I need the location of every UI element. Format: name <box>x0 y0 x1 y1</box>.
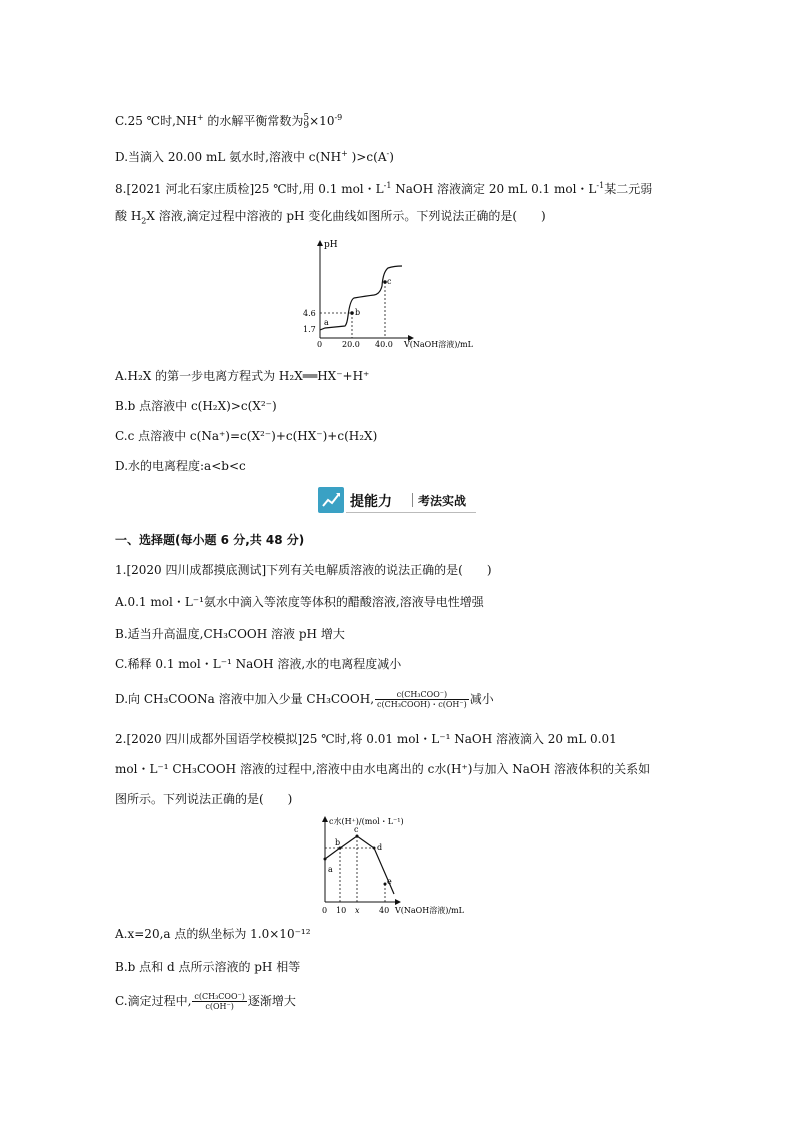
q8-point-label-a: a <box>324 318 329 327</box>
p2-point-label-b: b <box>335 838 341 847</box>
q8-curve <box>320 266 402 330</box>
q7-optd-sup2: - <box>386 149 390 158</box>
p2-tick-x-x: x <box>355 906 360 915</box>
p1-option-c: C.稀释 0.1 mol・L⁻¹ NaOH 溶液,水的电离程度减小 <box>115 657 402 671</box>
banner-sub-title: 考法实战 <box>418 494 467 508</box>
q7-optc-text3: ×10 <box>309 114 335 128</box>
q7-option-d <box>115 146 394 165</box>
section-title: 一、选择题(每小题 6 分,共 48 分) <box>115 533 305 547</box>
q8-stem-line2 <box>115 208 546 229</box>
q8-option-b: B.b 点溶液中 c(H₂X)>c(X²⁻) <box>115 399 277 413</box>
q7-optd-sup: + <box>341 149 348 158</box>
q7-optd-text: D.当滴入 20.00 mL 氨水时,溶液中 c(NH <box>115 150 342 164</box>
p1-optd-tail: 减小 <box>469 692 494 706</box>
p2-optc-fraction <box>192 992 247 1011</box>
q8-y-label: pH <box>324 240 338 250</box>
p2-point-d <box>373 847 376 850</box>
q8-tick-x-20: 20.0 <box>342 340 360 349</box>
p2-y-label: c水(H⁺)/(mol・L⁻¹) <box>329 817 404 826</box>
p2-point-c <box>356 835 359 838</box>
q8-stem-sub: 2 <box>141 216 147 226</box>
q7-optd-end: ) <box>389 150 394 164</box>
p2-optc-num: c(CH₃COO⁻) <box>194 992 245 1001</box>
banner-main-title: 提能力 <box>350 494 392 510</box>
p2-x-label: V(NaOH溶液)/mL <box>395 906 464 915</box>
q8-y-axis-arrow <box>317 240 323 246</box>
q8-stem-text1: 8.[2021 河北石家庄质检]25 ℃时,用 0.1 mol・L <box>115 182 384 196</box>
q8-option-d: D.水的电离程度:a<b<c <box>115 459 246 473</box>
q7-optc-frac-num: 5 <box>303 112 310 123</box>
section-banner <box>318 487 476 514</box>
p1-optd-den: c(CH₃COOH)・c(OH⁻) <box>377 700 467 709</box>
q8-option-a: A.H₂X 的第一步电离方程式为 H₂X══HX⁻+H⁺ <box>115 369 370 383</box>
q8-tick-x-0: 0 <box>317 340 323 349</box>
p2-point-a <box>324 858 327 861</box>
q8-titration-chart <box>300 238 500 350</box>
p1-optd-num: c(CH₃COO⁻) <box>375 690 469 700</box>
p2-y-axis-arrow <box>322 816 328 822</box>
p1-stem: 1.[2020 四川成都摸底测试]下列有关电解质溶液的说法正确的是( ) <box>115 563 492 577</box>
p2-x-axis-arrow <box>395 899 401 905</box>
p1-optd-text: D.向 CH₃COONa 溶液中加入少量 CH₃COOH, <box>115 692 375 706</box>
p2-tick-x-40: 40 <box>379 906 390 915</box>
p1-option-d <box>115 690 494 709</box>
p2-optc-text: C.滴定过程中, <box>115 994 192 1008</box>
q8-stem-text3: 某二元弱 <box>604 182 653 196</box>
q8-x-label: V(NaOH溶液)/mL <box>404 340 473 349</box>
p2-optc-tail: 逐渐增大 <box>247 994 296 1008</box>
chart-trend-icon <box>318 487 344 513</box>
q8-stem-text4: 酸 H <box>115 209 142 223</box>
q7-optc-text: C.25 ℃时,NH <box>115 114 197 128</box>
p2-stem-line2: mol・L⁻¹ CH₃COOH 溶液的过程中,溶液中由水电离出的 c水(H⁺)与加入 NaOH 溶液体积的关系如 <box>115 762 651 776</box>
p2-option-a: A.x=20,a 点的纵坐标为 1.0×10⁻¹² <box>115 927 311 941</box>
p2-point-label-e: e <box>387 877 392 886</box>
q8-stem-text5: X 溶液,滴定过程中溶液的 pH 变化曲线如图所示。下列说法正确的是( ) <box>146 209 546 223</box>
q8-option-c: C.c 点溶液中 c(Na⁺)=c(X²⁻)+c(HX⁻)+c(H₂X) <box>115 429 378 443</box>
q8-point-b <box>350 311 354 315</box>
p2-optc-den: c(OH⁻) <box>205 1002 234 1011</box>
p2-point-label-a: a <box>328 865 333 874</box>
p2-water-ionization-chart <box>315 812 480 920</box>
p1-option-a: A.0.1 mol・L⁻¹氨水中滴入等浓度等体积的醋酸溶液,溶液导电性增强 <box>115 595 484 609</box>
q7-optc-text2: 的水解平衡常数为 <box>203 114 304 128</box>
p2-point-label-d: d <box>377 843 383 852</box>
p2-tick-x-0: 0 <box>322 906 328 915</box>
q8-tick-y-1.7: 1.7 <box>303 325 316 334</box>
p1-option-b: B.适当升高温度,CH₃COOH 溶液 pH 增大 <box>115 627 345 641</box>
q7-optc-frac-den: 9 <box>303 120 310 131</box>
p2-tick-x-10: 10 <box>336 906 347 915</box>
q7-optc-exp: -9 <box>334 113 343 122</box>
q8-point-label-b: b <box>355 308 361 317</box>
q7-option-c <box>115 110 342 130</box>
banner-divider <box>412 493 413 507</box>
q8-stem-sup2: -1 <box>596 181 605 190</box>
p2-option-b: B.b 点和 d 点所示溶液的 pH 相等 <box>115 960 301 974</box>
q7-optd-text2: )>c(A <box>347 150 387 164</box>
q8-point-label-c: c <box>387 277 392 286</box>
q8-stem-line1 <box>115 178 652 197</box>
p2-option-c <box>115 992 296 1011</box>
q7-optc-sup: + <box>196 113 204 122</box>
p1-optd-fraction <box>375 690 469 709</box>
p2-stem-line1: 2.[2020 四川成都外国语学校模拟]25 ℃时,将 0.01 mol・L⁻¹ NaOH 溶液滴入 20 mL 0.01 <box>115 732 617 746</box>
banner-underline <box>346 512 476 513</box>
q8-stem-sup1: -1 <box>383 181 392 190</box>
p2-stem-line3: 图所示。下列说法正确的是( ) <box>115 792 293 806</box>
q8-stem-text2: NaOH 溶液滴定 20 mL 0.1 mol・L <box>391 182 597 196</box>
q8-tick-x-40: 40.0 <box>375 340 393 349</box>
p2-point-label-c: c <box>354 825 359 834</box>
q8-tick-y-4.6: 4.6 <box>303 309 316 318</box>
